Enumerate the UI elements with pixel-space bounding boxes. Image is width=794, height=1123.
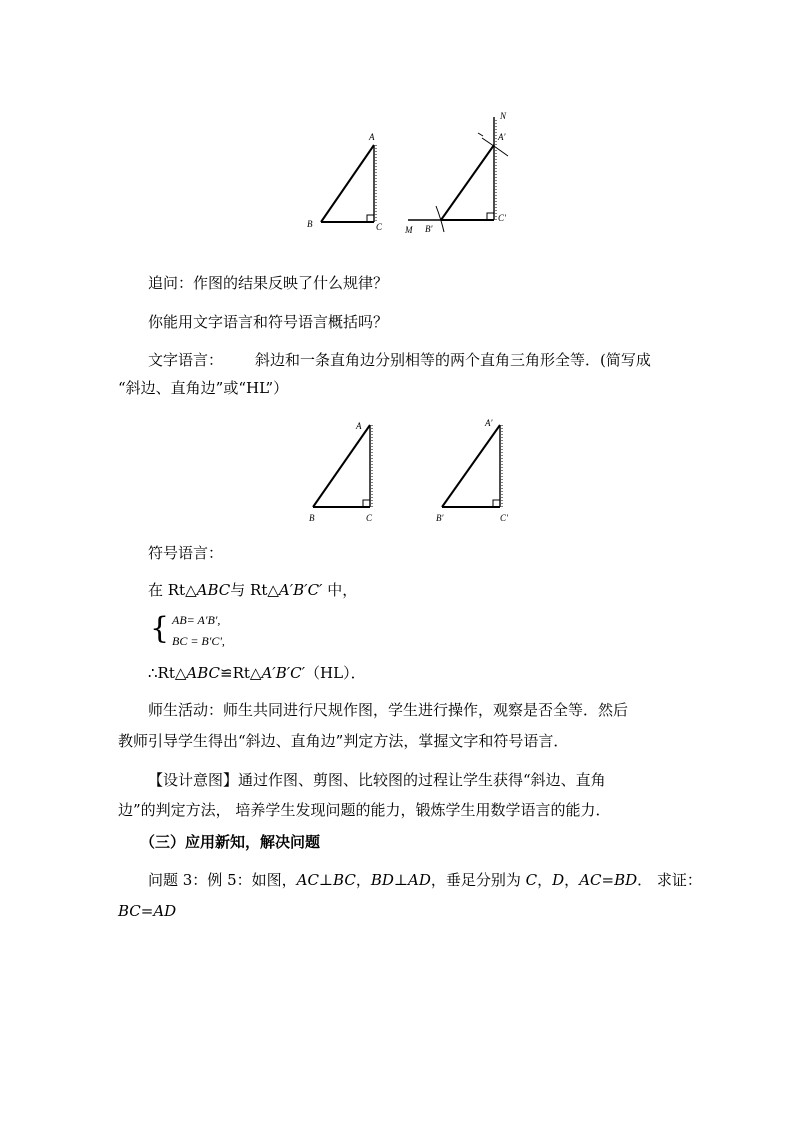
- label-b-prime: B': [425, 224, 433, 234]
- equation-brace: {: [150, 611, 170, 646]
- symbolic-label: 符号语言：: [148, 544, 224, 562]
- label-b: B: [307, 219, 313, 229]
- left-label-c: C: [366, 513, 373, 523]
- equation-1: AB= A'B',: [172, 613, 221, 627]
- problem-goal: BC=AD: [118, 902, 177, 920]
- label-c-prime: C': [498, 213, 506, 223]
- summary-question: 你能用文字语言和符号语言概括吗？: [148, 313, 389, 331]
- figure-two-triangles: [0, 0, 794, 540]
- problem-line: 问题 3：例 5：如图，AC⊥BC，BD⊥AD，垂足分别为 C，D，AC=BD． 求证：: [148, 871, 702, 889]
- conclusion-line: ∴Rt△ABC≌Rt△A′B′C′（HL）．: [148, 664, 366, 682]
- in-triangles-line: 在 Rt△ABC与 Rt△A′B′C′ 中，: [148, 581, 358, 599]
- activity-line-1: 师生活动：师生共同进行尺规作图，学生进行操作，观察是否全等．然后: [148, 701, 629, 719]
- label-n: N: [500, 111, 507, 121]
- design-line-1: 【设计意图】通过作图、剪图、比较图的过程让学生获得“斜边、直角: [148, 771, 606, 789]
- triangle-right: [442, 425, 502, 507]
- section-heading: （三）应用新知，解决问题: [140, 833, 321, 851]
- left-label-a: A: [356, 421, 362, 431]
- triangle-left: [313, 425, 372, 507]
- label-a-prime: A': [498, 132, 506, 142]
- verbal-body: 斜边和一条直角边分别相等的两个直角三角形全等．(简写成: [255, 351, 651, 369]
- right-label-c: C': [500, 513, 508, 523]
- label-c: C: [376, 222, 383, 232]
- verbal-label: 文字语言：: [148, 351, 224, 369]
- follow-up-question: 追问：作图的结果反映了什么规律？: [148, 274, 389, 292]
- verbal-abbreviation: “斜边、直角边”或“HL”）: [118, 379, 289, 397]
- design-line-2: 边”的判定方法， 培养学生发现问题的能力，锻炼学生用数学语言的能力．: [118, 801, 611, 819]
- left-label-b: B: [309, 513, 315, 523]
- activity-line-2: 教师引导学生得出“斜边、直角边”判定方法，掌握文字和符号语言．: [118, 732, 569, 750]
- equation-2: BC = B'C',: [172, 634, 225, 648]
- label-m: M: [405, 225, 413, 235]
- label-a: A: [369, 132, 375, 142]
- right-label-b: B': [436, 513, 444, 523]
- right-label-a: A': [485, 418, 493, 428]
